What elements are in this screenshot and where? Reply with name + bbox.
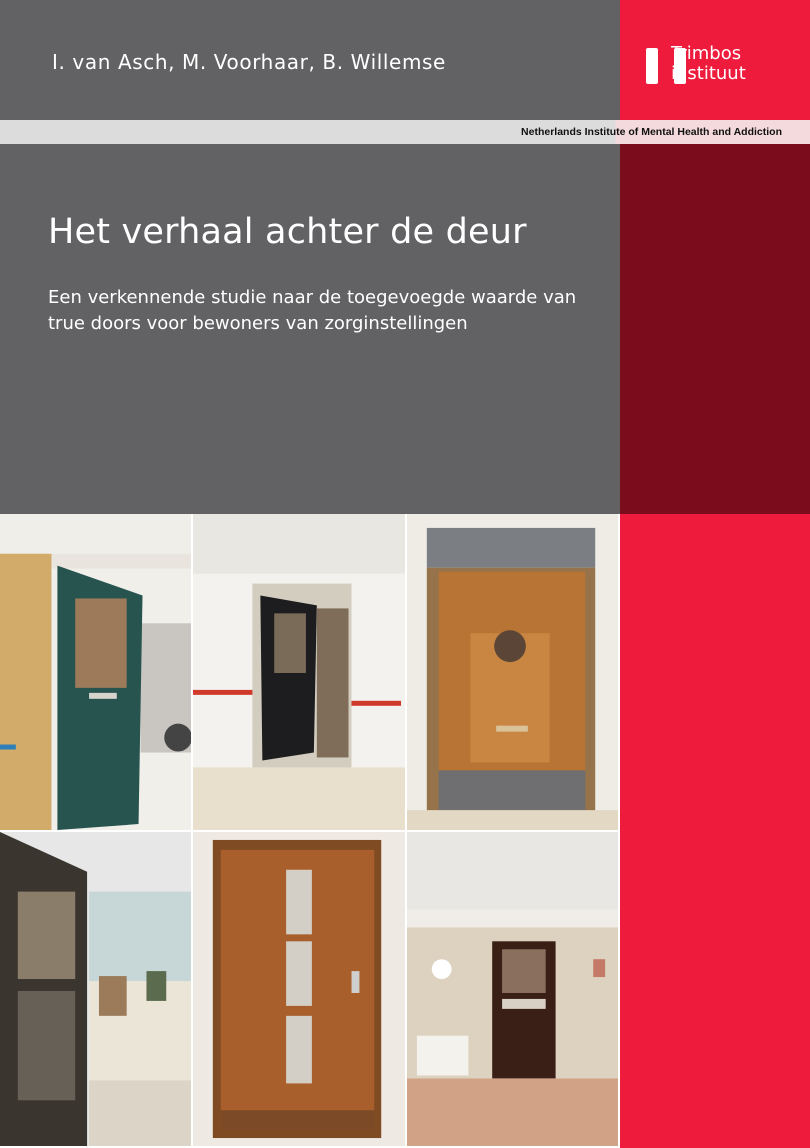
- logo-line-1: Trimbos: [671, 43, 742, 64]
- paneled-door-hallway-photo: [407, 832, 620, 1148]
- page-title: Het verhaal achter de deur: [48, 212, 527, 252]
- logo-line-2: instituut: [671, 63, 746, 84]
- green-door-photo: [0, 514, 193, 832]
- door-photo-grid: [0, 514, 620, 1148]
- black-door-photo: [193, 514, 407, 832]
- tall-wood-door-photo: [193, 832, 407, 1148]
- logo-text: [671, 44, 746, 84]
- institute-tagline: Netherlands Institute of Mental Health and Addiction: [521, 126, 782, 138]
- trimbos-logo: [646, 44, 796, 88]
- ornate-wood-door-photo: [407, 514, 620, 832]
- accent-red-panel: [620, 514, 810, 1148]
- accent-dark-red-panel: [620, 144, 810, 514]
- dark-door-lounge-photo: [0, 832, 193, 1148]
- authors: I. van Asch, M. Voorhaar, B. Willemse: [52, 50, 446, 74]
- logo-mark-icon: [646, 48, 658, 84]
- page-subtitle: Een verkennende studie naar de toegevoegde waarde van true doors voor bewoners van zorginstellingen: [48, 287, 577, 334]
